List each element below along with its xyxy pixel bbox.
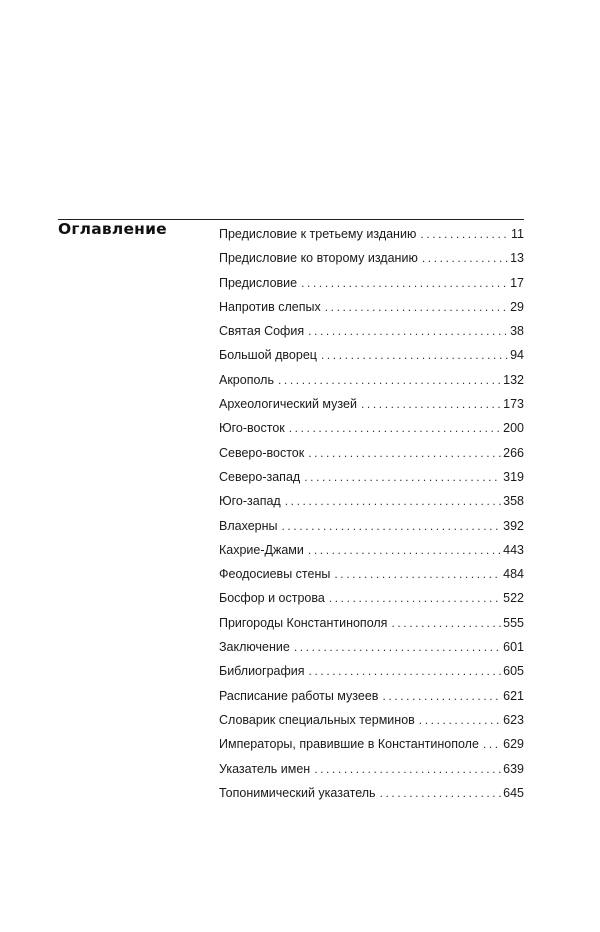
dot-leader: [391, 611, 501, 635]
toc-entry-page: 645: [503, 785, 524, 800]
toc-entry-title: Феодосиевы стены: [219, 567, 331, 582]
dot-leader: [308, 319, 508, 343]
toc-entry-title: Юго-восток: [219, 421, 285, 436]
toc-entry[interactable]: [219, 732, 524, 756]
toc-entry-title: Предисловие: [219, 275, 298, 290]
toc-entry[interactable]: [219, 562, 524, 586]
dot-leader: [321, 343, 508, 367]
toc-entry-page: 266: [503, 445, 524, 460]
dot-leader: [361, 392, 501, 416]
toc-entry[interactable]: [219, 708, 524, 732]
toc-entry-title: Императоры, правившие в Константинополе: [219, 737, 479, 752]
toc-entry-title: Топонимический указатель: [219, 785, 376, 800]
toc-entry-title: Предисловие ко второму изданию: [219, 251, 418, 266]
toc-entry-title: Большой дворец: [219, 348, 317, 363]
dot-leader: [301, 271, 508, 295]
toc-entry-title: Пригороды Константинополя: [219, 615, 388, 630]
toc-entry[interactable]: [219, 781, 524, 805]
toc-entry-page: 639: [503, 761, 524, 776]
toc-entry[interactable]: [219, 392, 524, 416]
toc-entry[interactable]: [219, 635, 524, 659]
toc-entry-page: 629: [503, 737, 524, 752]
toc-entry-page: 11: [511, 227, 524, 241]
toc-entry-title: Расписание работы музеев: [219, 688, 379, 703]
toc-entry-page: 29: [510, 299, 524, 314]
toc-entry-title: Северо-восток: [219, 445, 305, 460]
toc-entry[interactable]: [219, 343, 524, 367]
dot-leader: [483, 732, 501, 756]
toc-entry-page: 621: [503, 688, 524, 703]
toc-entry-page: 17: [510, 275, 524, 290]
dot-leader: [314, 757, 501, 781]
toc-entry-page: 605: [503, 664, 524, 679]
toc-entry[interactable]: [219, 538, 524, 562]
dot-leader: [289, 416, 501, 440]
toc-entry[interactable]: [219, 757, 524, 781]
toc-entry-title: Указатель имен: [219, 761, 311, 776]
dot-leader: [329, 586, 501, 610]
toc-entry-title: Предисловие к третьему изданию: [219, 227, 417, 241]
toc-entry-page: 38: [510, 324, 524, 339]
dot-leader: [308, 538, 501, 562]
dot-leader: [334, 562, 501, 586]
dot-leader: [382, 684, 501, 708]
toc-entry-title: Северо-запад: [219, 469, 301, 484]
toc-entry[interactable]: [219, 611, 524, 635]
toc-entry-page: 484: [503, 567, 524, 582]
dot-leader: [281, 514, 501, 538]
dot-leader: [294, 635, 501, 659]
dot-leader: [308, 441, 501, 465]
toc-entry-page: 319: [503, 469, 524, 484]
toc-entry-page: 601: [503, 640, 524, 655]
toc-entry-title: Напротив слепых: [219, 299, 321, 314]
toc-entry-title: Юго-запад: [219, 494, 281, 509]
toc-entry[interactable]: [219, 514, 524, 538]
toc-entry[interactable]: [219, 295, 524, 319]
toc-entry-title: Акрополь: [219, 372, 274, 387]
toc-entry-title: Археологический музей: [219, 397, 357, 412]
toc-list: [219, 222, 524, 805]
dot-leader: [380, 781, 502, 805]
toc-entry[interactable]: [219, 271, 524, 295]
toc-entry-page: 392: [503, 518, 524, 533]
toc-entry[interactable]: [219, 489, 524, 513]
toc-entry-title: Словарик специальных терминов: [219, 712, 415, 727]
dot-leader: [278, 368, 501, 392]
toc-entry-title: Кахрие-Джами: [219, 542, 304, 557]
toc-entry[interactable]: [219, 319, 524, 343]
toc-entry-title: Заключение: [219, 640, 290, 655]
toc-entry-page: 443: [503, 542, 524, 557]
toc-entry-title: Босфор и острова: [219, 591, 325, 606]
toc-entry[interactable]: [219, 586, 524, 610]
toc-entry-title: Святая София: [219, 324, 305, 339]
dot-leader: [325, 295, 508, 319]
toc-entry-page: 623: [503, 712, 524, 727]
toc-entry-page: 132: [503, 372, 524, 387]
dot-leader: [304, 465, 501, 489]
dot-leader: [285, 489, 501, 513]
toc-entry-page: 555: [503, 615, 524, 630]
toc-entry-page: 522: [503, 591, 524, 606]
toc-heading: Оглавление: [58, 220, 167, 238]
dot-leader: [422, 246, 508, 270]
toc-entry[interactable]: [219, 416, 524, 440]
toc-entry-page: 358: [503, 494, 524, 509]
toc-entry[interactable]: [219, 659, 524, 683]
toc-entry[interactable]: [219, 246, 524, 270]
toc-entry-page: 13: [510, 251, 524, 266]
toc-entry-title: Библиография: [219, 664, 305, 679]
toc-entry[interactable]: [219, 222, 524, 246]
dot-leader: [419, 708, 501, 732]
toc-entry-page: 173: [503, 397, 524, 412]
toc-entry[interactable]: [219, 684, 524, 708]
toc-entry-page: 200: [503, 421, 524, 436]
dot-leader: [309, 659, 502, 683]
toc-entry-page: 94: [510, 348, 524, 363]
dot-leader: [420, 222, 509, 246]
toc-entry[interactable]: [219, 465, 524, 489]
toc-entry[interactable]: [219, 441, 524, 465]
toc-entry-title: Влахерны: [219, 518, 278, 533]
toc-entry[interactable]: [219, 368, 524, 392]
